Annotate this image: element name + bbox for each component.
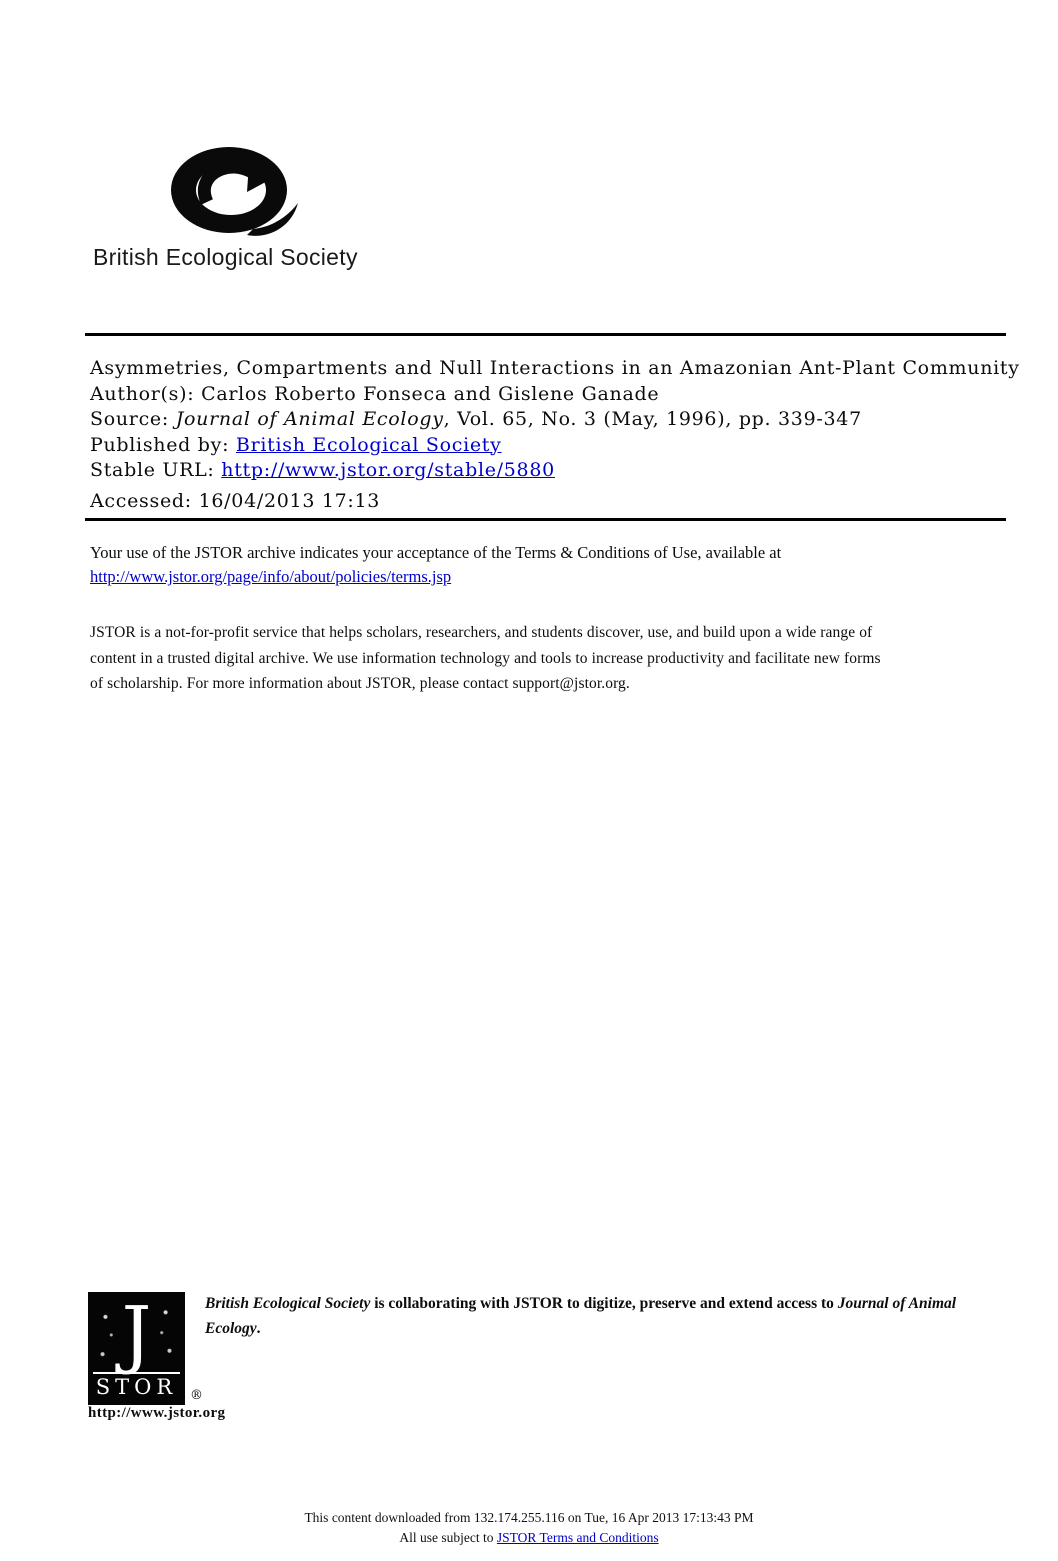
jstor-logo-j: J — [121, 1291, 152, 1377]
bes-swirl-icon — [169, 146, 299, 240]
jstor-url: http://www.jstor.org — [88, 1405, 226, 1421]
published-line — [90, 433, 1020, 459]
authors-line — [90, 382, 1020, 408]
terms-paragraph — [90, 541, 781, 589]
divider-middle — [85, 518, 1006, 521]
stable-url-label: Stable URL: — [90, 459, 222, 481]
bes-logo — [93, 146, 358, 271]
authors-value: Carlos Roberto Fonseca and Gislene Ganade — [201, 382, 660, 405]
download-info: This content downloaded from 132.174.255.116 on Tue, 16 Apr 2013 17:13:43 PM — [304, 1510, 754, 1525]
jstor-logo-stor: STOR — [93, 1372, 180, 1401]
authors-label: Author(s): — [90, 382, 202, 405]
registered-mark: ® — [190, 1388, 203, 1403]
source-journal: Journal of Animal Ecology — [175, 408, 444, 430]
stable-url-link[interactable]: http://www.jstor.org/stable/5880 — [221, 459, 555, 481]
about-line-2: content in a trusted digital archive. We use information technology and tools to increase productivity and facilitate new forms — [90, 649, 881, 667]
use-subject-prefix: All use subject to — [399, 1530, 497, 1545]
terms-link[interactable]: http://www.jstor.org/page/info/about/policies/terms.jsp — [90, 567, 452, 586]
collab-journal: Journal of Animal Ecology — [205, 1295, 957, 1337]
collab-middle: is collaborating with JSTOR to digitize, preserve and extend access to — [370, 1295, 838, 1312]
published-label: Published by: — [90, 433, 236, 456]
footer-terms-link[interactable]: JSTOR Terms and Conditions — [496, 1530, 659, 1545]
collaboration-text — [205, 1291, 1010, 1341]
collab-society: British Ecological Society — [205, 1295, 371, 1312]
terms-text: Your use of the JSTOR archive indicates your acceptance of the Terms & Conditions of Use, available at — [90, 543, 782, 562]
source-rest: , Vol. 65, No. 3 (May, 1996), pp. 339-347 — [443, 408, 862, 430]
divider-top — [85, 333, 1006, 336]
collab-period: . — [256, 1320, 261, 1337]
download-footer — [0, 1508, 1058, 1548]
source-label: Source: — [90, 408, 176, 430]
bes-logo-text: British Ecological Society — [93, 244, 358, 270]
about-line-3: of scholarship. For more information about JSTOR, please contact support@jstor.org. — [90, 675, 630, 692]
source-line — [90, 407, 1020, 433]
about-line-1: JSTOR is a not-for-profit service that helps scholars, researchers, and students discover, use, and build upon a wide range of — [90, 624, 873, 641]
jstor-logo — [88, 1292, 185, 1405]
use-subject-line — [0, 1528, 1058, 1548]
citation-block — [90, 356, 1020, 514]
article-title: Asymmetries, Compartments and Null Interactions in an Amazonian Ant-Plant Community — [90, 357, 1020, 379]
accessed-line: Accessed: 16/04/2013 17:13 — [90, 489, 381, 512]
publisher-link[interactable]: British Ecological Society — [235, 433, 502, 456]
about-jstor-paragraph — [90, 620, 881, 697]
stable-url-line — [90, 458, 1020, 484]
